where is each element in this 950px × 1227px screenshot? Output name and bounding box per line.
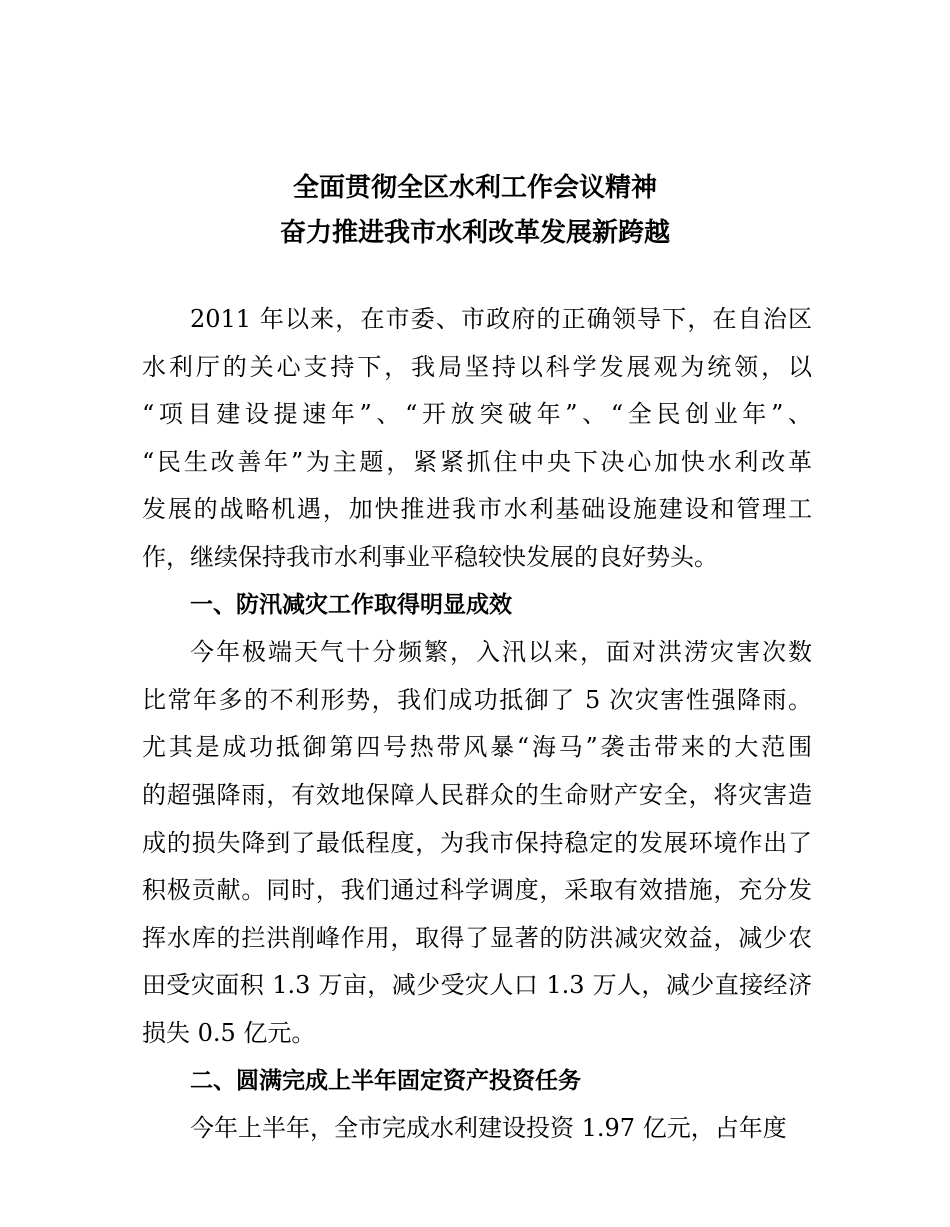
paragraph-line: 损失 0.5 亿元。: [142, 1018, 316, 1047]
paragraph-line: 尤其是成功抵御第四号热带风暴“海马”袭击带来的大范围: [142, 733, 812, 762]
paragraph-line: 积极贡献。同时，我们通过科学调度，采取有效措施，充分发: [142, 876, 812, 905]
section-heading: 一、防汛减灾工作取得明显成效: [190, 591, 512, 618]
paragraph-line: 的超强降雨，有效地保障人民群众的生命财产安全，将灾害造: [142, 780, 812, 809]
title-line-2: 奋力推进我市水利改革发展新跨越: [279, 218, 670, 248]
paragraph-line: 成的损失降到了最低程度，为我市保持稳定的发展环境作出了: [142, 828, 812, 857]
paragraph-line: 水利厅的关心支持下，我局坚持以科学发展观为统领，以: [142, 352, 812, 381]
paragraph-line: “项目建设提速年”、“开放突破年”、“全民创业年”、: [142, 400, 812, 429]
paragraph-line: 田受灾面积 1.3 万亩，减少受灾人口 1.3 万人，减少直接经济: [142, 971, 812, 1000]
paragraph-line: 作，继续保持我市水利事业平稳较快发展的良好势头。: [142, 542, 718, 571]
document-body: [142, 296, 812, 1153]
paragraph-line: 比常年多的不利形势，我们成功抵御了 5 次灾害性强降雨。: [142, 685, 812, 714]
paragraph-line: 今年上半年，全市完成水利建设投资 1.97 亿元，占年度: [190, 1114, 787, 1143]
document-title: [0, 166, 950, 256]
title-line-1: 全面贯彻全区水利工作会议精神: [292, 173, 657, 203]
paragraph-line: 今年极端天气十分频繁，入汛以来，面对洪涝灾害次数: [190, 638, 812, 667]
paragraph-line: 挥水库的拦洪削峰作用，取得了显著的防洪减灾效益，减少农: [142, 923, 812, 952]
paragraph-line: 2011 年以来，在市委、市政府的正确领导下，在自治区: [190, 305, 812, 333]
section-heading: 二、圆满完成上半年固定资产投资任务: [190, 1067, 581, 1094]
paragraph-line: “民生改善年”为主题，紧紧抓住中央下决心加快水利改革: [142, 447, 812, 476]
paragraph-line: 发展的战略机遇，加快推进我市水利基础设施建设和管理工: [142, 495, 812, 524]
